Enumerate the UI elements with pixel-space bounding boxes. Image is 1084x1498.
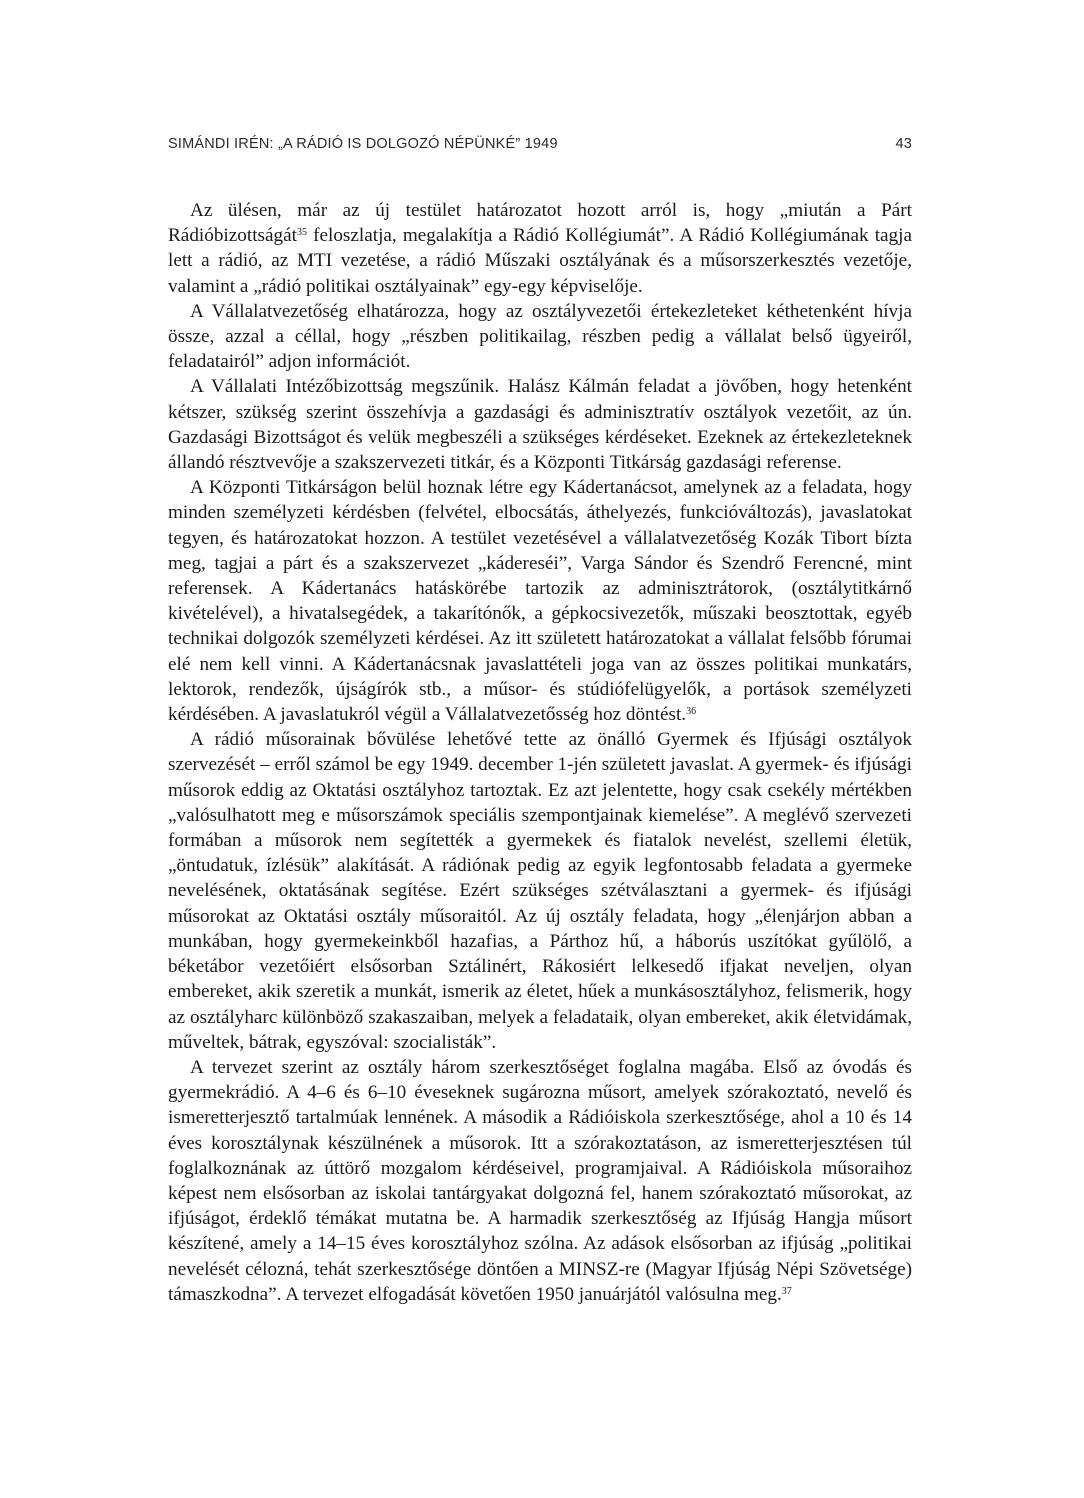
paragraph — [168, 1055, 912, 1307]
paragraph — [168, 374, 912, 475]
paragraph-text: Az ülésen, már az új testület határozatot hozott arról is, hogy „miután a Párt Rádióbizottságát — [168, 200, 912, 247]
paragraph-text: feloszlatja, megalakítja a Rádió Kollégiumát”. A Rádió Kollégiumának tagja lett a rádió, az MTI vezetése, a rádió Műszaki osztályának és a műsorszerkesztés vezetője, valamint a „rádió politikai osztályainak” egy-egy képviselője. — [168, 225, 912, 297]
paragraph-text: A Központi Titkárságon belül hoznak létre egy Kádertanácsot, amelynek az a feladata, hogy minden személyzeti kérdésben (felvétel, elbocsátás, áthelyezés, funkcióváltozás), javaslatokat tegyen, és határozatokat hozzon. A testület vezetésével a vállalatvezetőség Kozák Tibort bízta meg, tagjai a párt és a szakszervezet „kádereséi”, Varga Sándor és Szendrő Ferencné, mint referensek. A Kádertanács hatáskörébe tartozik az adminisztrátorok, (osztálytitkárnő kivételével), a hivatalsegédek, a takarítónők, a gépkocsivezetők, műszaki beosztottak, egyéb technikai dolgozók személyzeti kérdései. Az itt született határozatokat a vállalat felsőbb fórumai elé nem kell vinni. A Kádertanácsnak javaslattételi joga van az összes politikai munkatárs, lektorok, rendezők, újságírók stb., a műsor- és stúdiófelügyelők, a portások személyzeti kérdésében. A javaslatukról végül a Vállalatvezetősség hoz döntést. — [168, 477, 912, 726]
paragraph — [168, 198, 912, 299]
paragraph-text: A rádió műsorainak bővülése lehetővé tette az önálló Gyermek és Ifjúsági osztályok szervezését – erről számol be egy 1949. december 1-jén született javaslat. A gyermek- és ifjúsági műsorok eddig az Oktatási osztályhoz tartoztak. Ez azt jelentette, hogy csak csekély mértékben „valósulhatott meg e műsorszámok speciális szempontjainak kiemelése”. A meglévő szervezeti formában a műsorok nem segítették a gyermekek és fiatalok nevelést, szellemi életük, „öntudatuk, ízlésük” alakítását. A rádiónak pedig az egyik legfontosabb feladata a gyermeke nevelésének, oktatásának segítése. Ezért szükséges szétválasztani a gyermek- és ifjúsági műsorokat az Oktatási osztály műsoraitól. Az új osztály feladata, hogy „élenjárjon abban a munkában, hogy gyermekeinkből hazafias, a Párthoz hű, a háborús uszítókat gyűlölő, a béketábor vezetőiért elsősorban Sztálinért, Rákosiért lelkesedő ifjakat neveljen, olyan embereket, akik szeretik a munkát, ismerik az életet, hűek a munkásosztályhoz, felismerik, hogy az osztályharc különböző szakaszaiban, melyek a feladataik, olyan embereket, akik életvidámak, műveltek, bátrak, egyszóval: szocialisták”. — [168, 729, 912, 1053]
footnote-ref: 35 — [296, 227, 307, 239]
body-text — [168, 198, 912, 1307]
page-number: 43 — [895, 136, 912, 152]
paragraph — [168, 727, 912, 1055]
paragraph — [168, 475, 912, 727]
paragraph — [168, 299, 912, 375]
paragraph-text: A Vállalatvezetőség elhatározza, hogy az osztályvezetői értekezleteket kéthetenként hívja össze, azzal a céllal, hogy „részben politikailag, részben pedig a vállalat belső ügyeiről, feladatairól” adjon információt. — [168, 300, 912, 373]
paragraph-text: A tervezet szerint az osztály három szerkesztőséget foglalna magába. Első az óvodás és gyermekrádió. A 4–6 és 6–10 éveseknek sugározna műsort, amelyek szórakoztató, nevelő és ismeretterjesztő tartalmúak lennének. A második a Rádióiskola szerkesztősége, ahol a 10 és 14 éves korosztálynak készülnének a műsorok. Itt a szórakoztatáson, az ismeretterjesztésen túl foglalkoznának az úttörő mozgalom kérdéseivel, programjaival. A Rádióiskola műsoraihoz képest nem elsősorban az iskolai tantárgyakat dolgozná fel, hanem szórakoztató műsorokat, az ifjúságot, érdeklő témákat mutatna be. A harmadik szerkesztőség az Ifjúság Hangja műsort készítené, amely a 14–15 éves korosztályhoz szólna. Az adások elsősorban az ifjúság „politikai nevelését célozná, tehát szerkesztősége döntően a MINSZ-re (Magyar Ifjúság Népi Szövetsége) támaszkodna”. A tervezet elfogadását követően 1950 januárjától valósulna meg. — [168, 1056, 912, 1305]
footnote-ref: 37 — [781, 1285, 792, 1297]
footnote-ref: 36 — [686, 706, 697, 718]
running-title: SIMÁNDI IRÉN: „A RÁDIÓ IS DOLGOZÓ NÉPÜNKÉ” 1949 — [168, 136, 558, 152]
paragraph-text: A Vállalati Intézőbizottság megszűnik. Halász Kálmán feladat a jövőben, hogy hetenként kétszer, szükség szerint összehívja a gazdasági és adminisztratív osztályok vezetőit, az ún. Gazdasági Bizottságot és velük megbeszéli a szükséges kérdéseket. Ezeknek az értekezleteknek állandó résztvevője a szakszervezeti titkár, és a Központi Titkárság gazdasági referense. — [168, 376, 912, 474]
running-header — [168, 136, 912, 158]
